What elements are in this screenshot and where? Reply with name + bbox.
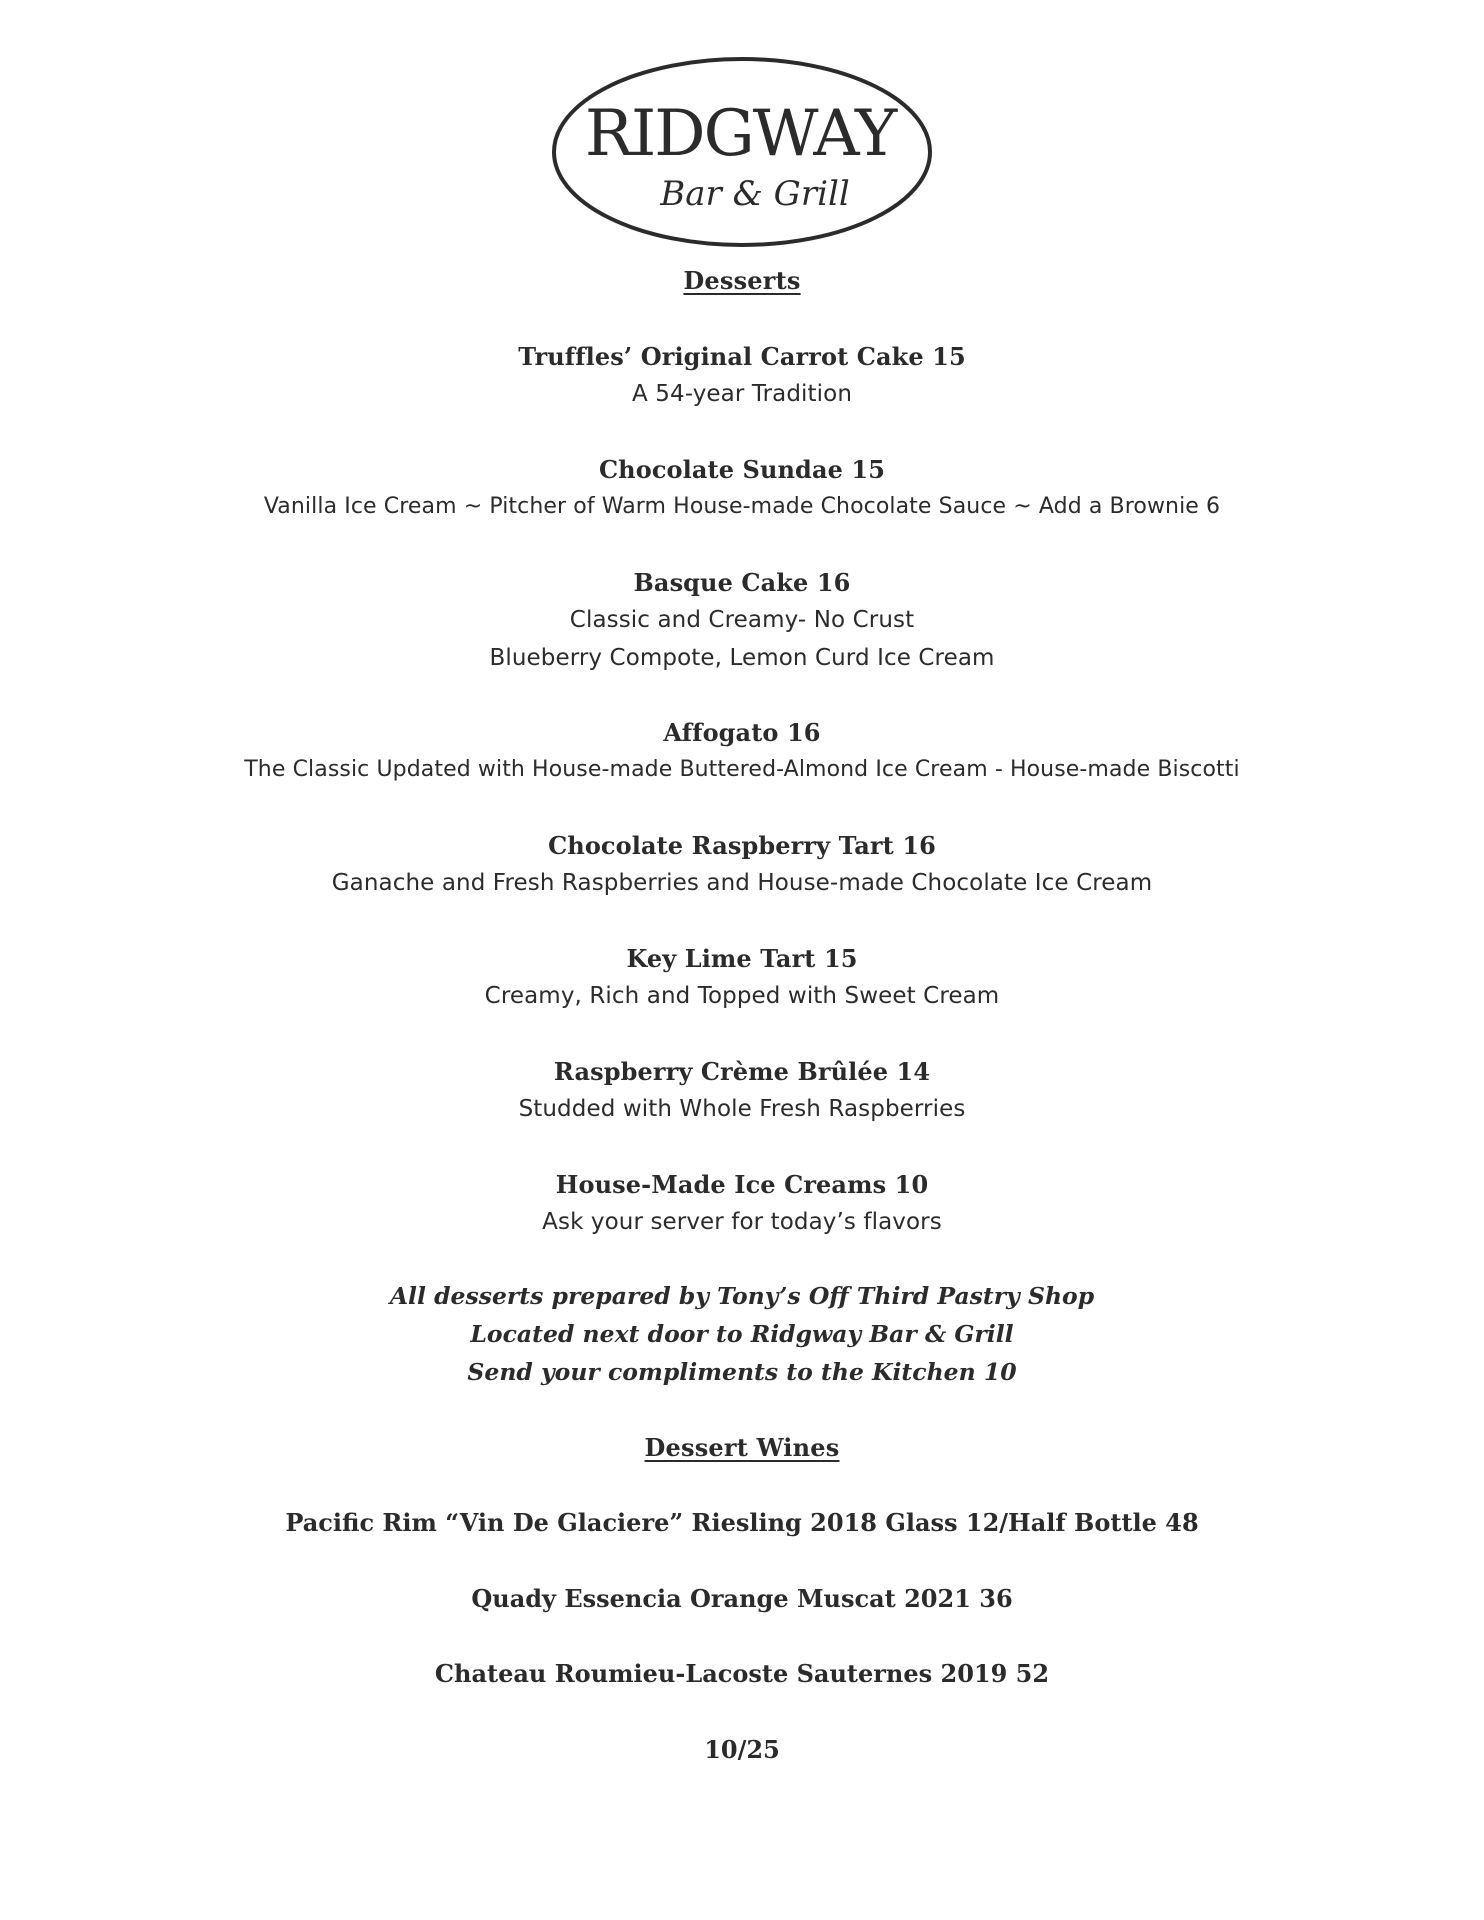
dessert-item-desc: Studded with Whole Fresh Raspberries xyxy=(518,1096,966,1122)
dessert-item-desc: The Classic Updated with House-made Buttered-Almond Ice Cream - House-made Biscotti xyxy=(244,757,1240,782)
dessert-item-desc: Ask your server for today’s flavors xyxy=(542,1209,942,1235)
dessert-item-name: Affogato 16 xyxy=(663,718,821,747)
dessert-item-desc: Creamy, Rich and Topped with Sweet Cream xyxy=(484,983,1000,1009)
dessert-item-desc: Blueberry Compote, Lemon Curd Ice Cream xyxy=(489,645,995,671)
dessert-wines-heading: Dessert Wines xyxy=(644,1433,840,1462)
logo-brand: RIDGWAY xyxy=(584,97,896,171)
ridgway-logo xyxy=(550,55,935,250)
dessert-item-name: Chocolate Raspberry Tart 16 xyxy=(548,831,936,860)
pastry-note: All desserts prepared by Tony’s Off Third Pastry Shop xyxy=(389,1282,1095,1310)
logo-tagline: Bar & Grill xyxy=(660,174,850,214)
wine-item: Pacific Rim “Vin De Glaciere” Riesling 2018 Glass 12/Half Bottle 48 xyxy=(285,1508,1199,1537)
dessert-item-desc: Vanilla Ice Cream ~ Pitcher of Warm House-made Chocolate Sauce ~ Add a Brownie 6 xyxy=(263,494,1221,519)
dessert-item-name: House-Made Ice Creams 10 xyxy=(555,1170,929,1199)
desserts-heading: Desserts xyxy=(683,266,801,295)
menu-date: 10/25 xyxy=(704,1735,780,1764)
dessert-item-name: Basque Cake 16 xyxy=(633,568,851,597)
wine-item: Quady Essencia Orange Muscat 2021 36 xyxy=(471,1584,1013,1613)
pastry-note: Located next door to Ridgway Bar & Grill xyxy=(470,1320,1014,1348)
pastry-note: Send your compliments to the Kitchen 10 xyxy=(467,1358,1017,1386)
dessert-item-name: Raspberry Crème Brûlée 14 xyxy=(553,1057,931,1086)
dessert-item-desc: A 54-year Tradition xyxy=(632,381,852,407)
dessert-item-name: Chocolate Sundae 15 xyxy=(598,455,886,484)
dessert-item-desc: Classic and Creamy- No Crust xyxy=(569,607,915,633)
dessert-item-name: Key Lime Tart 15 xyxy=(626,944,858,973)
dessert-item-name: Truffles’ Original Carrot Cake 15 xyxy=(518,342,966,371)
wine-item: Chateau Roumieu-Lacoste Sauternes 2019 52 xyxy=(434,1659,1050,1688)
dessert-item-desc: Ganache and Fresh Raspberries and House-made Chocolate Ice Cream xyxy=(331,870,1153,896)
